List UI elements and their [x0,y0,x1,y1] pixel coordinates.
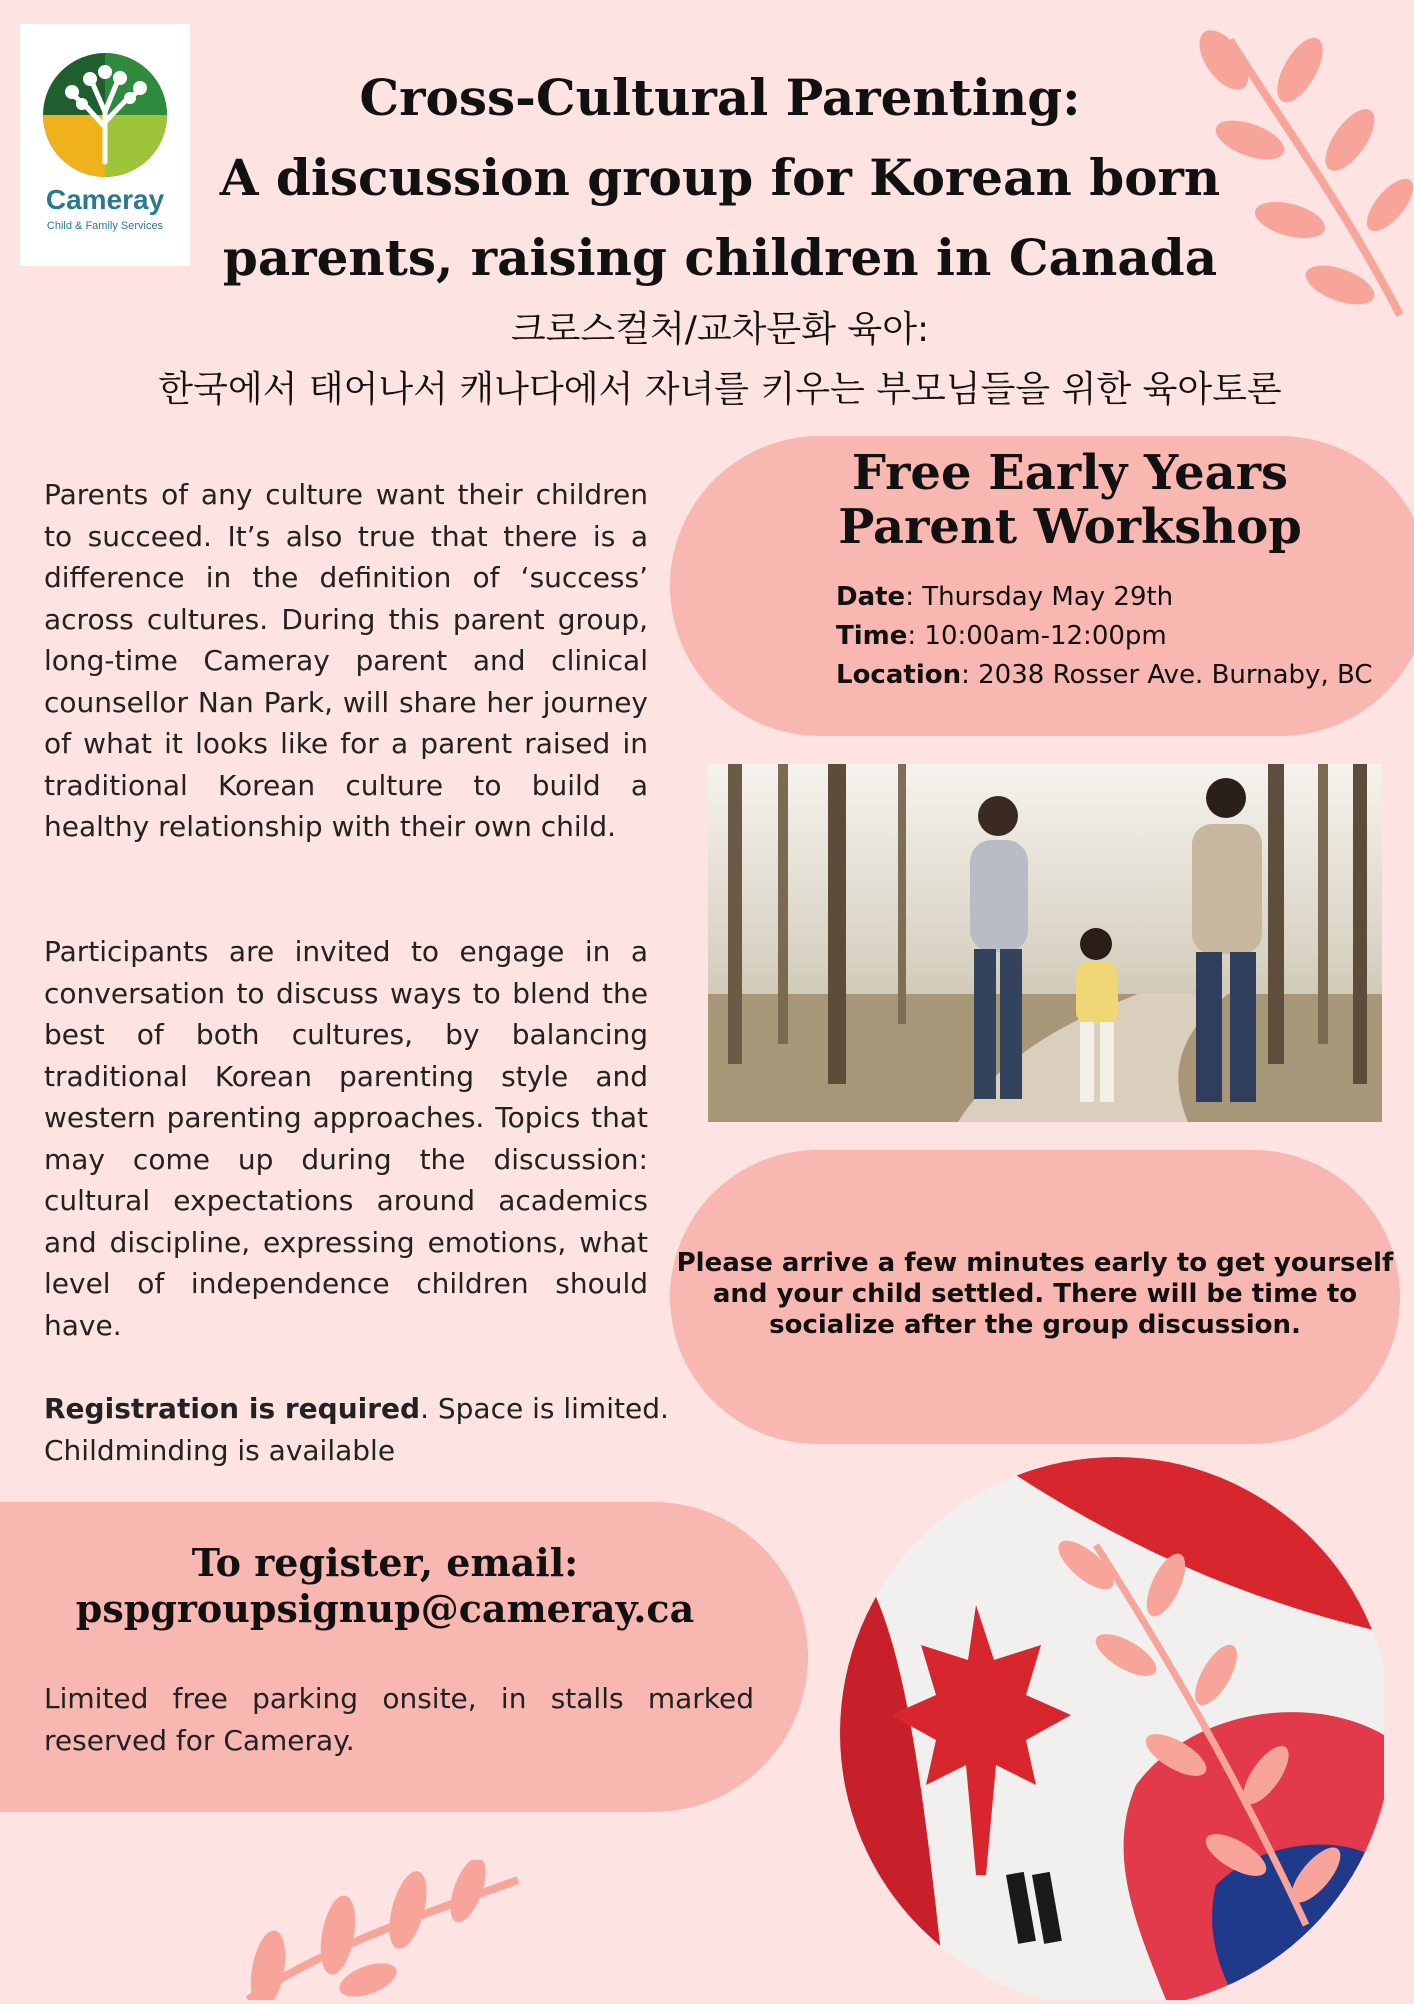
cameray-logo [20,24,190,266]
logo-tagline: Child & Family Services [46,220,164,232]
title-line-2: A discussion group for Korean born [219,148,1221,207]
workshop-location: Location: 2038 Rosser Ave. Burnaby, BC [836,660,1373,690]
korean-line-2: 한국에서 태어나서 캐나다에서 자녀를 키우는 부모님들을 위한 육아토론 [158,369,1282,410]
family-walking-photo [708,764,1382,1122]
register-email[interactable]: pspgroupsignup@cameray.ca [75,1586,695,1631]
arrival-note: Please arrive a few minutes early to get yourself and your child settled. There will be time to socialize after the group discussion. [676,1248,1394,1340]
canada-korea-flags-image [836,1455,1384,2000]
registration-required: Registration is required [44,1392,421,1425]
korean-subtitle [80,300,1360,420]
title-line-1: Cross-Cultural Parenting: [359,68,1081,127]
description-paragraph-1: Parents of any culture want their children to succeed. It’s also true that there is a difference in the definition of ‘success’ across cultures. During this parent group, long-time Cameray parent and clinical counsellor Nan Park, will share her journey of what it looks like for a parent raised in traditional Korean culture to build a healthy relationship with their own child. [44,478,648,843]
parking-note: Limited free parking onsite, in stalls marked reserved for Cameray. [44,1682,754,1757]
workshop-title-line-1: Free Early Years [851,445,1289,501]
registration-note [44,1388,684,1472]
leaf-branch-decoration-bottom [228,1860,528,2000]
workshop-date: Date: Thursday May 29th [836,582,1174,612]
space-limited: . Space is limited. [420,1392,669,1425]
childminding-note: Childminding is available [44,1434,396,1467]
workshop-details [836,578,1373,695]
title-line-3: parents, raising children in Canada [222,228,1218,287]
logo-name: Cameray [45,184,165,215]
workshop-time: Time: 10:00am-12:00pm [836,621,1167,651]
description-paragraph-2: Participants are invited to engage in a conversation to discuss ways to blend the best of both cultures, by balancing traditional Korean parenting style and western parenting approaches. Topics that may come up during the discussion: cultural expectations around academics and discipline, expressing emotions, what level of independence children should have. [44,935,648,1342]
workshop-title [760,446,1380,554]
page-title [200,58,1240,298]
register-label: To register, email: [191,1540,579,1585]
tree-logo-icon [42,52,168,178]
register-heading [40,1540,730,1632]
workshop-title-line-2: Parent Workshop [838,499,1302,555]
korean-line-1: 크로스컬처/교차문화 육아: [510,309,930,350]
